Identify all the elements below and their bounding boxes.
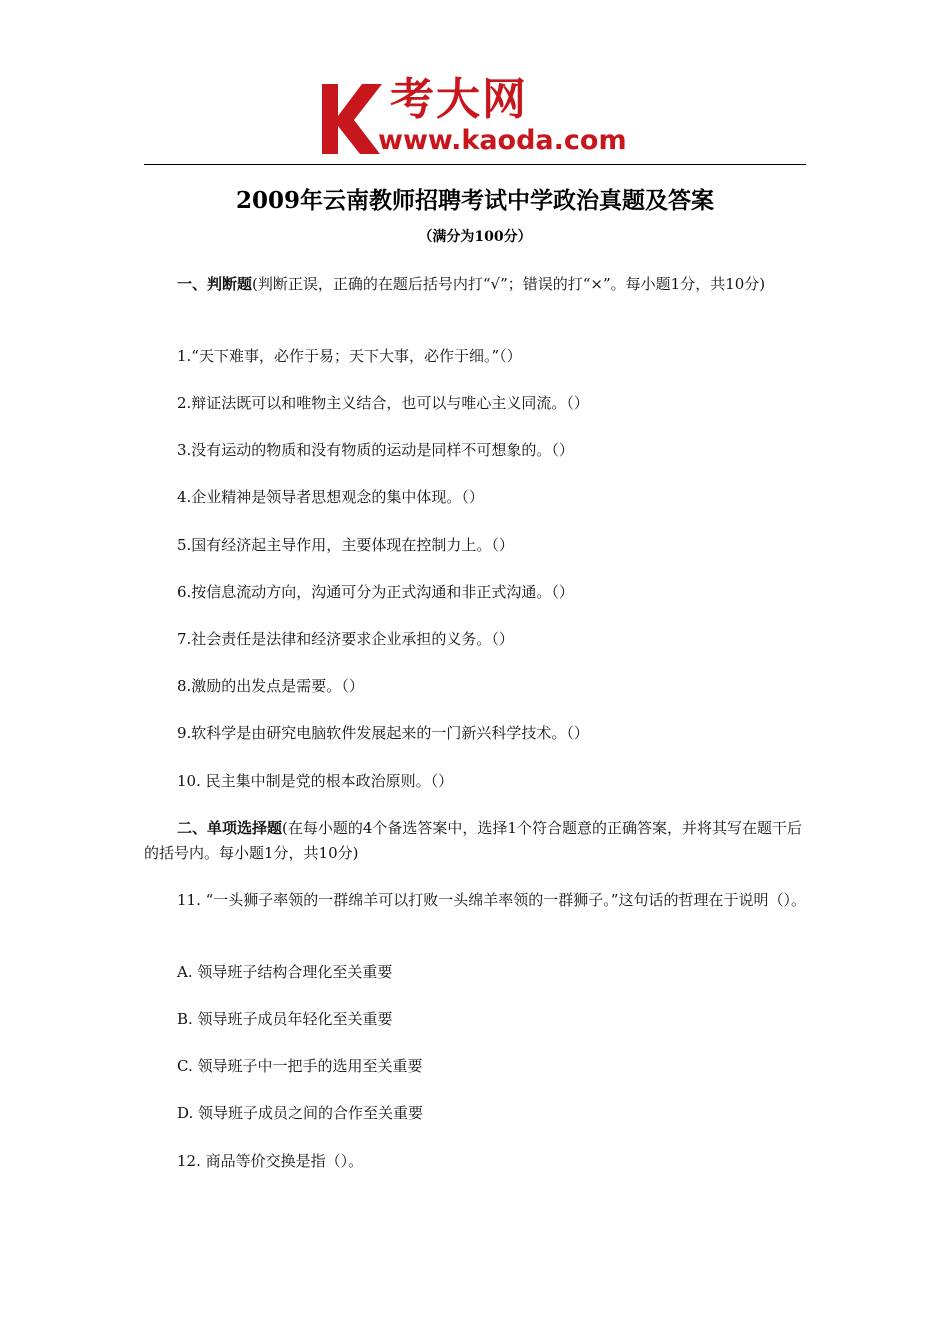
section2-heading: 二、单项选择题 (177, 819, 283, 837)
section1-intro (144, 272, 806, 297)
document-subtitle: （满分为100分） (418, 229, 532, 245)
section2-intro (144, 816, 806, 866)
logo-url: www.kaoda.com (378, 125, 627, 156)
question-11-stem: 11. “一头狮子率领的一群绵羊可以打败一头绵羊率领的一群狮子。”这句话的哲理在于说明（）。 (177, 891, 806, 909)
document-title: 2009年云南教师招聘考试中学政治真题及答案 (235, 187, 714, 214)
question-8: 8.激励的出发点是需要。（） (177, 677, 364, 695)
question-2: 2.辩证法既可以和唯物主义结合，也可以与唯心主义同流。（） (177, 394, 589, 412)
question-5: 5.国有经济起主导作用，主要体现在控制力上。（） (177, 536, 514, 554)
section1-instruction: (判断正误，正确的在题后括号内打“√”；错误的打“×”。每小题1分，共10分) (252, 275, 766, 293)
section1-heading: 一、判断题 (177, 275, 253, 293)
question-1: 1.“天下难事，必作于易；天下大事，必作于细。”（） (177, 347, 522, 365)
header-divider (144, 164, 806, 165)
q11-option-a: A. 领导班子结构合理化至关重要 (177, 963, 393, 981)
site-logo (318, 76, 638, 162)
question-7: 7.社会责任是法律和经济要求企业承担的义务。（） (177, 630, 514, 648)
question-12-stem: 12. 商品等价交换是指（）。 (177, 1152, 364, 1170)
logo-text-cn: 考大网 (390, 74, 528, 125)
q11-option-d: D. 领导班子成员之间的合作至关重要 (177, 1104, 424, 1122)
question-3: 3.没有运动的物质和没有物质的运动是同样不可想象的。（） (177, 441, 574, 459)
section2-instruction: (在每小题的4个备选答案中，选择1个符合题意的正确答案，并将其写在题干后的括号内。每小题1分，共10分) (144, 819, 802, 862)
question-4: 4.企业精神是领导者思想观念的集中体现。（） (177, 488, 484, 506)
question-9: 9.软科学是由研究电脑软件发展起来的一门新兴科学技术。（） (177, 724, 589, 742)
question-6: 6.按信息流动方向，沟通可分为正式沟通和非正式沟通。（） (177, 583, 574, 601)
q11-option-c: C. 领导班子中一把手的选用至关重要 (177, 1057, 423, 1075)
question-10: 10. 民主集中制是党的根本政治原则。（） (177, 772, 454, 790)
q11-option-b: B. 领导班子成员年轻化至关重要 (177, 1010, 393, 1028)
